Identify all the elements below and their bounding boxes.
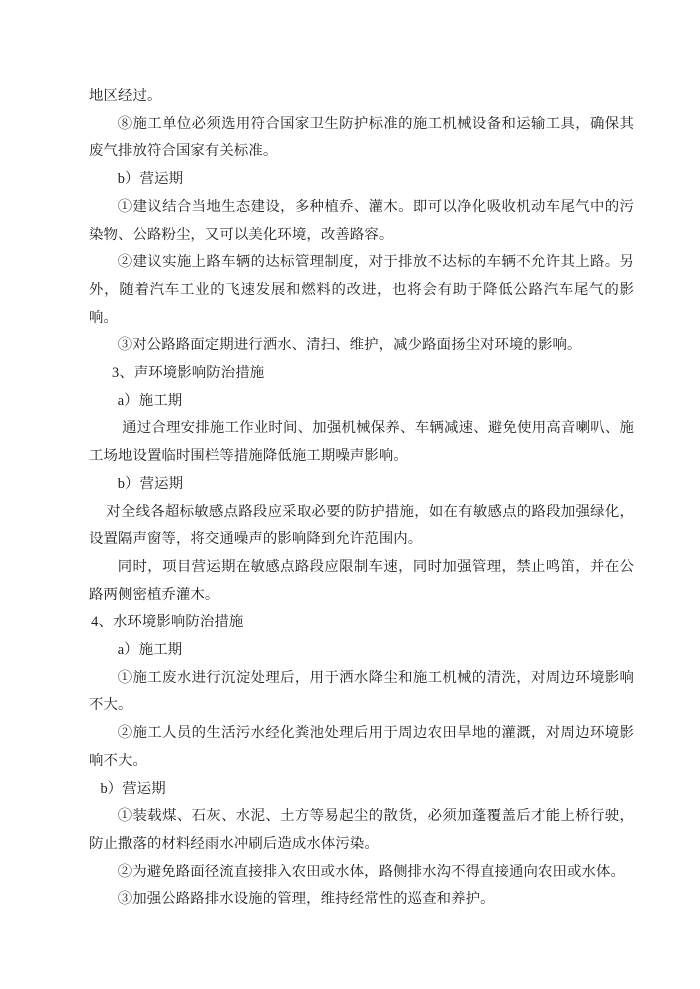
paragraph-item-1-dust-cargo: ①装载煤、石灰、水泥、土方等易起尘的散货，必须加蓬覆盖后才能上桥行驶，防止撒落的材料经雨水冲刷后造成水体污染。 [89, 808, 634, 852]
heading-section-3-noise-environment: 3、声环境影响防治措施 [112, 365, 265, 382]
document-body [89, 83, 634, 914]
paragraph-item-1-wastewater: ①施工废水进行沉淀处理后，用于洒水降尘和施工机械的清洗，对周边环境影响不大。 [89, 669, 634, 714]
label-operation-period-noise: b）营运期 [117, 475, 184, 492]
paragraph-item-2-sewage: ②施工人员的生活污水经化粪池处理后用于周边农田旱地的灌溉，对周边环境影响不大。 [89, 725, 634, 769]
label-construction-period-water: a）施工期 [117, 642, 183, 659]
label-operation-period-water: b）营运期 [100, 780, 166, 797]
label-operation-period-air: b）营运期 [117, 171, 184, 188]
label-construction-period-noise: a）施工期 [117, 392, 183, 409]
paragraph-item-2-vehicle-standards: ②建议实施上路车辆的达标管理制度，对于排放不达标的车辆不允许其上路。另外，随着汽车工业的飞速发展和燃料的改进，也将会有助于降低公路汽车尾气的影响。 [89, 254, 634, 326]
paragraph-item-1-greening: ①建议结合当地生态建设，多种植乔、灌木。即可以净化吸收机动车尾气中的污染物、公路粉尘，又可以美化环境，改善路容。 [89, 198, 634, 243]
paragraph-noise-speed-limit: 同时，项目营运期在敏感点路段应限制车速，同时加强管理，禁止鸣笛，并在公路两侧密植乔灌木。 [89, 558, 634, 603]
paragraph-continuation: 地区经过。 [89, 88, 162, 104]
paragraph-item-8-construction-units: ⑧施工单位必须选用符合国家卫生防护标准的施工机械设备和运输工具，确保其废气排放符合国家有关标准。 [89, 115, 634, 160]
paragraph-noise-construction-measures: 通过合理安排施工作业时间、加强机械保养、车辆减速、避免使用高音喇叭、施工场地设置临时围栏等措施降低施工期噪声影响。 [89, 420, 634, 465]
heading-section-4-water-environment: 4、水环境影响防治措施 [91, 614, 244, 631]
paragraph-noise-sensitive-sections: 对全线各超标敏感点路段应采取必要的防护措施，如在有敏感点的路段加强绿化，设置隔声窗等，将交通噪声的影响降到允许范围内。 [89, 503, 634, 548]
paragraph-item-2-runoff: ②为避免路面径流直接排入农田或水体，路侧排水沟不得直接通向农田或水体。 [117, 863, 625, 880]
paragraph-item-3-road-watering: ③对公路路面定期进行洒水、清扫、维护，减少路面扬尘对环境的影响。 [117, 337, 582, 354]
paragraph-item-3-drainage: ③加强公路路排水设施的管理，维持经常性的巡查和养护。 [117, 891, 495, 908]
